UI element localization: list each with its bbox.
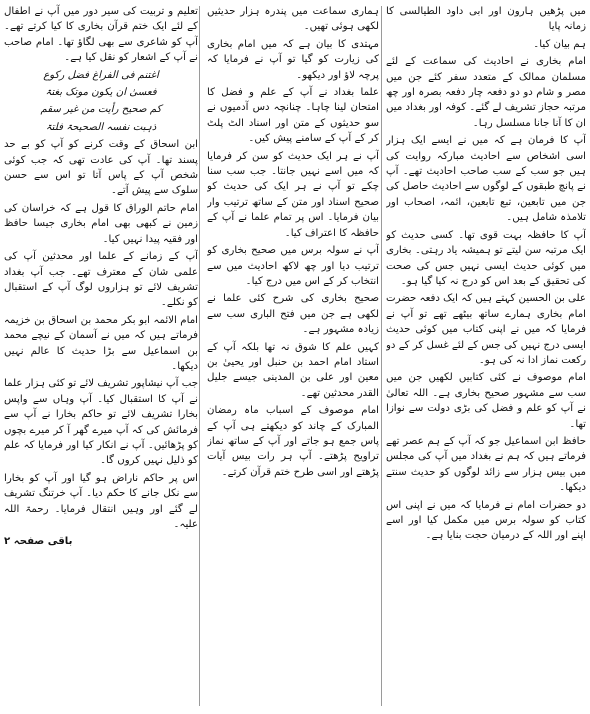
paragraph: ابن اسحاق کے وقت کرنے کو آپ کو بے حد پسند تھا۔ آپ کی عادت تھی کہ جب کوئی شخص آپ کے پاس آتا تو اس سے حسن سلوک سے پیش آتے۔ bbox=[4, 139, 198, 197]
column-divider bbox=[199, 6, 200, 706]
paragraph: ہم بیان کیا۔ bbox=[533, 38, 586, 50]
paragraph: کہیں علم کا شوق نہ تھا بلکہ آپ کے استاد امام احمد بن حنبل اور یحییٰ بن معین اور علی بن المدینی جیسے جلیل القدر محدثین تھے۔ bbox=[207, 341, 379, 399]
column-middle bbox=[207, 4, 379, 710]
paragraph: میں پڑھیں ہارون اور ابی داود الطیالسی کا زمانہ پایا bbox=[386, 6, 586, 33]
paragraph: ہماری سماعت میں پندرہ ہزار حدیثیں لکھی ہوئی تھیں۔ bbox=[207, 6, 379, 33]
paragraph: علما بغداد نے آپ کے علم و فضل کا امتحان لینا چاہا۔ چنانچہ دس آدمیوں نے سو حدیثوں کے متن اور اسناد الٹ پلٹ کر کے آپ کے سامنے پیش کیں۔ bbox=[207, 87, 379, 145]
continued-note: باقی صفحہ ۲ bbox=[4, 536, 73, 548]
column-left bbox=[4, 4, 198, 710]
paragraph: امام موصوف کے اسباب ماہ رمضان المبارک کے چاند کو دیکھتے ہی آپ کے پاس جمع ہو جاتے اور آپ کے ساتھ نماز تراویح پڑھتے۔ آپ ہر رات بیس آیات پڑھتے اور اسی طرح ختم قرآن کرتے۔ bbox=[207, 405, 379, 478]
verse-line: فعسیٰ ان یکون موتک بغتۃ bbox=[45, 87, 157, 99]
paragraph: دو حضرات امام نے فرمایا کہ میں نے اپنی اس کتاب کو سولہ برس میں مکمل کیا اور اسے اپنے اور اللہ کے درمیان حجت بنایا ہے۔ bbox=[386, 499, 586, 542]
column-divider bbox=[381, 6, 382, 706]
paragraph: اس پر حاکم ناراض ہو گیا اور آپ کو بخارا سے نکل جانے کا حکم دیا۔ آپ خرتنگ تشریف لے گئے اور وہیں انتقال فرمایا۔ رحمۃ اللہ علیہ۔ bbox=[4, 472, 198, 530]
verse-line: ذہبت نفسہ الصحیحۃ فلتۃ bbox=[45, 121, 157, 133]
paragraph: جب آپ نیشاپور تشریف لائے تو کئی ہزار علما نے آپ کا استقبال کیا۔ آپ وہاں سے واپس بخارا تشریف لائے تو حاکم بخارا نے آپ سے فرمائش کی کہ آپ میرے گھر آ کر میرے بچوں کو پڑھائیں۔ آپ نے انکار کیا اور فرمایا کہ علم کو ذلیل نہیں کروں گا۔ bbox=[4, 378, 198, 467]
paragraph: مہتدی کا بیان ہے کہ میں امام بخاری کی زیارت کو گیا تو آپ نے فرمایا کہ پرچہ لاؤ اور دیکھو۔ bbox=[207, 38, 379, 81]
paragraph: آپ نے ہر ایک حدیث کو سن کر فرمایا کہ میں اسے نہیں جانتا۔ جب سب سنا چکے تو آپ نے ہر ایک کی حدیث کو صحیح اسناد اور متن کے ساتھ ترتیب وار بیان فرمایا۔ اس پر تمام علما نے آپ کے حافظہ کا اعتراف کیا۔ bbox=[207, 150, 379, 239]
paragraph: حافظ ابن اسماعیل جو کہ آپ کے ہم عصر تھے فرماتے ہیں کہ ہم نے بغداد میں آپ کی مجلس میں بیس ہزار سے زائد لوگوں کو حدیث سنتے دیکھا۔ bbox=[386, 435, 586, 494]
paragraph: تعلیم و تربیت کی سیر دور میں آپ نے اطفال کے لئے ایک ختم قرآن بخاری کا کیا کرتے تھے۔ آپ کو شاعری سے بھی لگاؤ تھا۔ امام صاحب نے آپ کے اشعار کو نقل کیا ہے۔ bbox=[4, 6, 198, 64]
paragraph: صحیح بخاری کی شرح کئی علما نے لکھی ہے جن میں فتح الباری سب سے زیادہ مشہور ہے۔ bbox=[207, 293, 379, 336]
verse-line: اغتنم فی الفراغ فضل رکوع bbox=[43, 69, 159, 81]
paragraph: آپ کا حافظہ بہت قوی تھا۔ کسی حدیث کو ایک مرتبہ سن لیتے تو ہمیشہ یاد رہتی۔ بخاری میں کوئی حدیث ایسی نہیں جس کی صحت کی تحقیق کے بعد اس کو درج نہ کیا گیا ہو۔ bbox=[386, 229, 586, 287]
paragraph: امام الائمہ ابو بکر محمد بن اسحاق بن خزیمہ فرماتے ہیں کہ میں نے آسمان کے نیچے محمد بن اسماعیل سے بڑا حدیث کا عالم نہیں دیکھا۔ bbox=[4, 314, 198, 372]
paragraph: آپ کے زمانے کے علما اور محدثین آپ کی علمی شان کے معترف تھے۔ جب آپ بغداد تشریف لائے تو ہزاروں لوگ آپ کے استقبال کو نکلے۔ bbox=[4, 251, 198, 309]
column-right bbox=[386, 4, 586, 710]
paragraph: آپ نے سولہ برس میں صحیح بخاری کو ترتیب دیا اور چھ لاکھ احادیث میں سے انتخاب کر کے اس میں درج کیا۔ bbox=[207, 245, 379, 287]
paragraph: امام حاتم الوراق کا قول ہے کہ خراسان کی زمین نے کبھی بھی امام بخاری جیسا حافظ اور فقیہ پیدا نہیں کیا۔ bbox=[4, 202, 198, 245]
paragraph: آپ کا فرمان ہے کہ میں نے ایسے ایک ہزار اسی اشخاص سے احادیث مبارکہ روایت کی ہیں جو سب کے سب صاحب احادیث تھے۔ آپ نے پانچ طبقوں کے لوگوں سے احادیث حاصل کی جن میں تابعین، تبع تابعین، ائمہ، اصحاب اور تلامذہ شامل ہیں۔ bbox=[386, 135, 586, 224]
verse-line: کم صحیح رأیت من غیر سقم bbox=[40, 104, 162, 116]
paragraph: امام بخاری نے احادیث کی سماعت کے لئے مسلمان ممالک کے متعدد سفر کئے جن میں مصر و شام دو دو دفعہ چار دفعہ بصرہ اور چھ مرتبہ حجاز تشریف لے گئے۔ کوفہ اور بغداد میں ان کا آنا جانا مسلسل رہا۔ bbox=[386, 56, 586, 129]
paragraph: علی بن الحسین کہتے ہیں کہ ایک دفعہ حضرت امام بخاری ہمارے ساتھ بیٹھے تھے تو آپ نے فرمایا کہ میں نے اپنی کتاب میں کوئی حدیث ایسی درج نہیں کی جس کے لئے غسل کر کے دو رکعت نماز ادا نہ کی ہو۔ bbox=[386, 293, 586, 366]
paragraph: امام موصوف نے کئی کتابیں لکھیں جن میں سب سے مشہور صحیح بخاری ہے۔ اللہ تعالیٰ نے آپ کو علم و فضل کی بڑی دولت سے نوازا تھا۔ bbox=[386, 372, 586, 430]
